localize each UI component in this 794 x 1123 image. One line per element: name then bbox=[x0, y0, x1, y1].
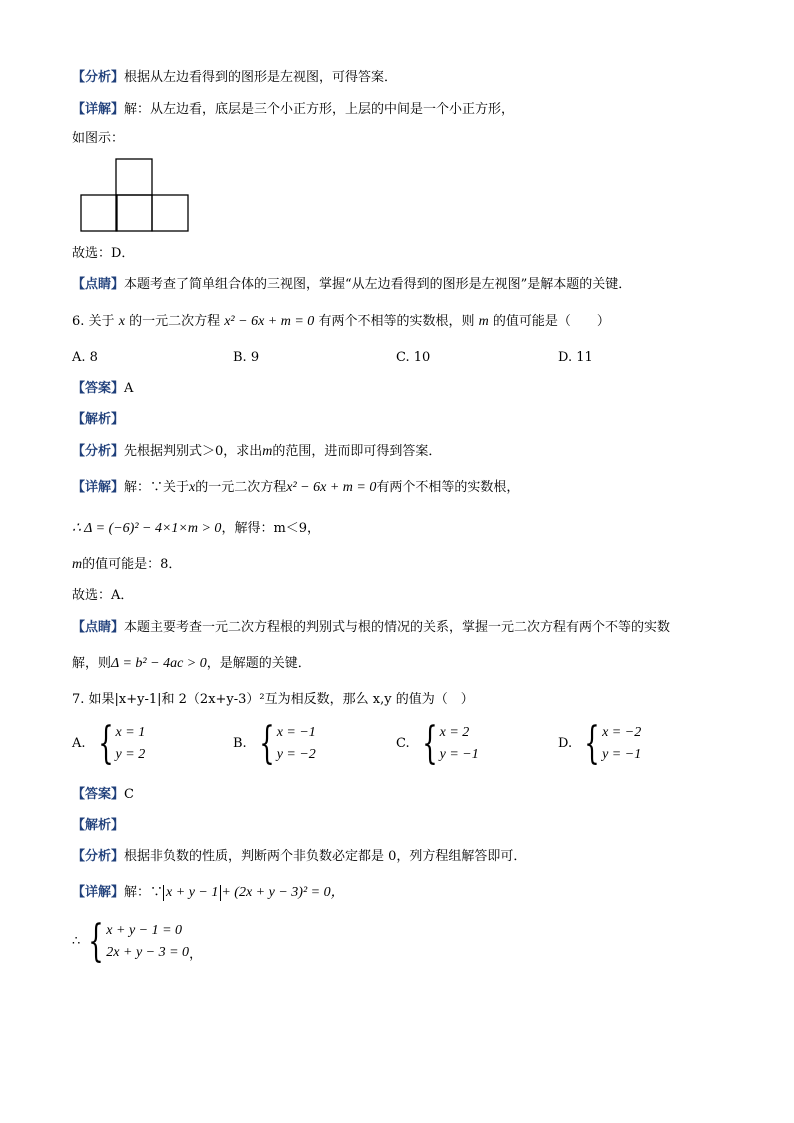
q6-delta-expr: ∴ Δ = (−6)² − 4×1×m > 0 bbox=[72, 521, 222, 536]
detail-tag: 【详解】 bbox=[72, 102, 125, 117]
brace-icon: { bbox=[88, 916, 104, 967]
q6-dianjing-2a: 解，则 bbox=[72, 656, 112, 671]
q7-answer: C bbox=[124, 787, 134, 802]
q7-fenxi-text: 根据非负数的性质，判断两个非负数必定都是 0，列方程组解答即可． bbox=[124, 849, 527, 864]
q6-m-value-line bbox=[72, 556, 181, 574]
q6-analysis-tag: 【解析】 bbox=[72, 412, 125, 427]
q6-option-c: C. 10 bbox=[396, 350, 431, 365]
dianjing-line bbox=[72, 276, 631, 294]
q6-dianjing-text: 本题主要考查一元二次方程根的判别式与根的情况的关系，掌握一元二次方程有两个不等的实数 bbox=[124, 620, 671, 635]
detail-line bbox=[72, 101, 514, 119]
q6-choose-line: 故选：A． bbox=[72, 588, 134, 603]
brace-icon: { bbox=[258, 718, 275, 769]
q7-detail-line bbox=[72, 884, 345, 902]
q7-option-a-label: A. bbox=[72, 736, 86, 751]
q6-m-value-var: m bbox=[72, 557, 83, 572]
q7-option-c-top: x = 2 bbox=[439, 725, 470, 740]
q6-fenxi-line bbox=[72, 443, 441, 461]
q7-option-b bbox=[233, 718, 316, 769]
q7-detail-a: 解：∵ bbox=[124, 885, 164, 900]
q7-option-d-label: D. bbox=[558, 736, 573, 751]
q7-option-b-label: B. bbox=[233, 736, 247, 751]
q7-option-a-bottom: y = 2 bbox=[115, 747, 146, 762]
analysis-tag: 【分析】 bbox=[72, 70, 125, 85]
q6-analysis-heading bbox=[72, 411, 124, 429]
q6-detail-eq: x² − 6x + m = 0 bbox=[286, 480, 377, 495]
dianjing-text: 本题考查了简单组合体的三视图，掌握“从左边看得到的图形是左视图”是解本题的关键． bbox=[124, 277, 632, 292]
q7-system-top: x + y − 1 = 0 bbox=[106, 923, 183, 938]
brace-icon: { bbox=[97, 718, 114, 769]
q6-delta-result: ，解得：m＜9， bbox=[221, 521, 321, 536]
q7-option-b-bottom: y = −2 bbox=[276, 747, 316, 762]
q6-stem bbox=[72, 313, 610, 331]
q7-detail-tag: 【详解】 bbox=[72, 885, 125, 900]
q7-option-d-bottom: y = −1 bbox=[602, 747, 642, 762]
bottom-square-right bbox=[152, 195, 188, 231]
q6-fenxi-b: 的范围，进而即可得到答案． bbox=[272, 444, 442, 459]
q7-option-a bbox=[72, 718, 146, 769]
q6-middle: 的一元二次方程 bbox=[129, 314, 221, 329]
q6-answer-tag: 【答案】 bbox=[72, 381, 125, 396]
choose-line: 故选：D． bbox=[72, 246, 135, 261]
q6-m-value-text: 的值可能是：8． bbox=[82, 557, 182, 572]
q6-delta-line bbox=[72, 520, 320, 538]
q6-dianjing-2b: ，是解题的关键． bbox=[206, 656, 311, 671]
q6-answer: A bbox=[124, 381, 134, 396]
brace-icon: { bbox=[584, 718, 600, 769]
q6-option-d: D. 11 bbox=[558, 350, 593, 365]
q6-suffix: 有两个不相等的实数根，则 bbox=[318, 314, 475, 329]
q6-dianjing-line bbox=[72, 619, 670, 637]
q6-prefix: 关于 bbox=[88, 314, 115, 329]
q7-system-line bbox=[72, 916, 203, 967]
q7-option-c-bottom: y = −1 bbox=[439, 747, 479, 762]
q6-var-m: m bbox=[478, 314, 489, 329]
q7-option-d bbox=[558, 718, 642, 769]
detail-text: 解：从左边看，底层是三个小正方形，上层的中间是一个小正方形， bbox=[124, 102, 515, 117]
q6-number: 6. bbox=[72, 314, 85, 329]
brace-icon: { bbox=[421, 718, 438, 769]
q6-tail: 的值可能是（ ） bbox=[492, 314, 610, 329]
left-view-figure bbox=[80, 158, 190, 234]
q7-answer-tag: 【答案】 bbox=[72, 787, 125, 802]
bottom-square-middle bbox=[116, 195, 152, 231]
q6-detail-b: 的一元二次方程 bbox=[195, 480, 287, 495]
q7-option-c bbox=[396, 718, 479, 769]
q7-option-d-top: x = −2 bbox=[602, 725, 642, 740]
q6-option-b: B. 9 bbox=[233, 350, 260, 365]
q7-answer-line bbox=[72, 786, 134, 804]
q7-therefore: ∴ bbox=[72, 934, 81, 949]
q6-option-a: A. 8 bbox=[72, 350, 98, 365]
q6-fenxi-var: m bbox=[262, 444, 273, 459]
q7-detail-b: + (2x + y − 3)² = 0， bbox=[221, 885, 345, 900]
q6-detail-a: 解：∵关于 bbox=[124, 480, 190, 495]
q6-dianjing-eq: Δ = b² − 4ac > 0 bbox=[111, 656, 207, 671]
q7-abs-expr: x + y − 1 bbox=[163, 885, 221, 901]
q6-answer-line bbox=[72, 380, 133, 398]
q6-detail-line bbox=[72, 479, 519, 497]
q7-option-c-label: C. bbox=[396, 736, 410, 751]
q6-fenxi-tag: 【分析】 bbox=[72, 444, 125, 459]
q7-analysis-heading bbox=[72, 817, 124, 835]
q7-stem: 7. 如果|x+y-1|和 2（2x+y-3）²互为相反数，那么 x,y 的值为（ ） bbox=[72, 692, 474, 707]
q7-option-b-top: x = −1 bbox=[276, 725, 316, 740]
figure-caption: 如图示： bbox=[72, 131, 125, 146]
analysis-line bbox=[72, 69, 397, 87]
q7-fenxi-tag: 【分析】 bbox=[72, 849, 125, 864]
bottom-square-left bbox=[81, 195, 117, 231]
q6-dianjing-tag: 【点睛】 bbox=[72, 620, 125, 635]
q6-dianjing-line2 bbox=[72, 655, 311, 673]
analysis-text: 根据从左边看得到的图形是左视图，可得答案． bbox=[124, 70, 398, 85]
q7-analysis-tag: 【解析】 bbox=[72, 818, 125, 833]
dianjing-tag: 【点睛】 bbox=[72, 277, 125, 292]
q7-system-tail: ， bbox=[189, 947, 203, 962]
q6-var-x: x bbox=[118, 314, 125, 329]
q7-fenxi-line bbox=[72, 848, 526, 866]
top-square bbox=[116, 159, 152, 195]
q6-detail-c: 有两个不相等的实数根， bbox=[376, 480, 520, 495]
q6-detail-tag: 【详解】 bbox=[72, 480, 125, 495]
q6-detail-var: x bbox=[189, 480, 196, 495]
q6-fenxi-a: 先根据判别式＞0，求出 bbox=[124, 444, 263, 459]
q7-system-bottom: 2x + y − 3 = 0 bbox=[106, 945, 190, 960]
q7-option-a-top: x = 1 bbox=[115, 725, 146, 740]
q6-equation: x² − 6x + m = 0 bbox=[224, 314, 315, 329]
